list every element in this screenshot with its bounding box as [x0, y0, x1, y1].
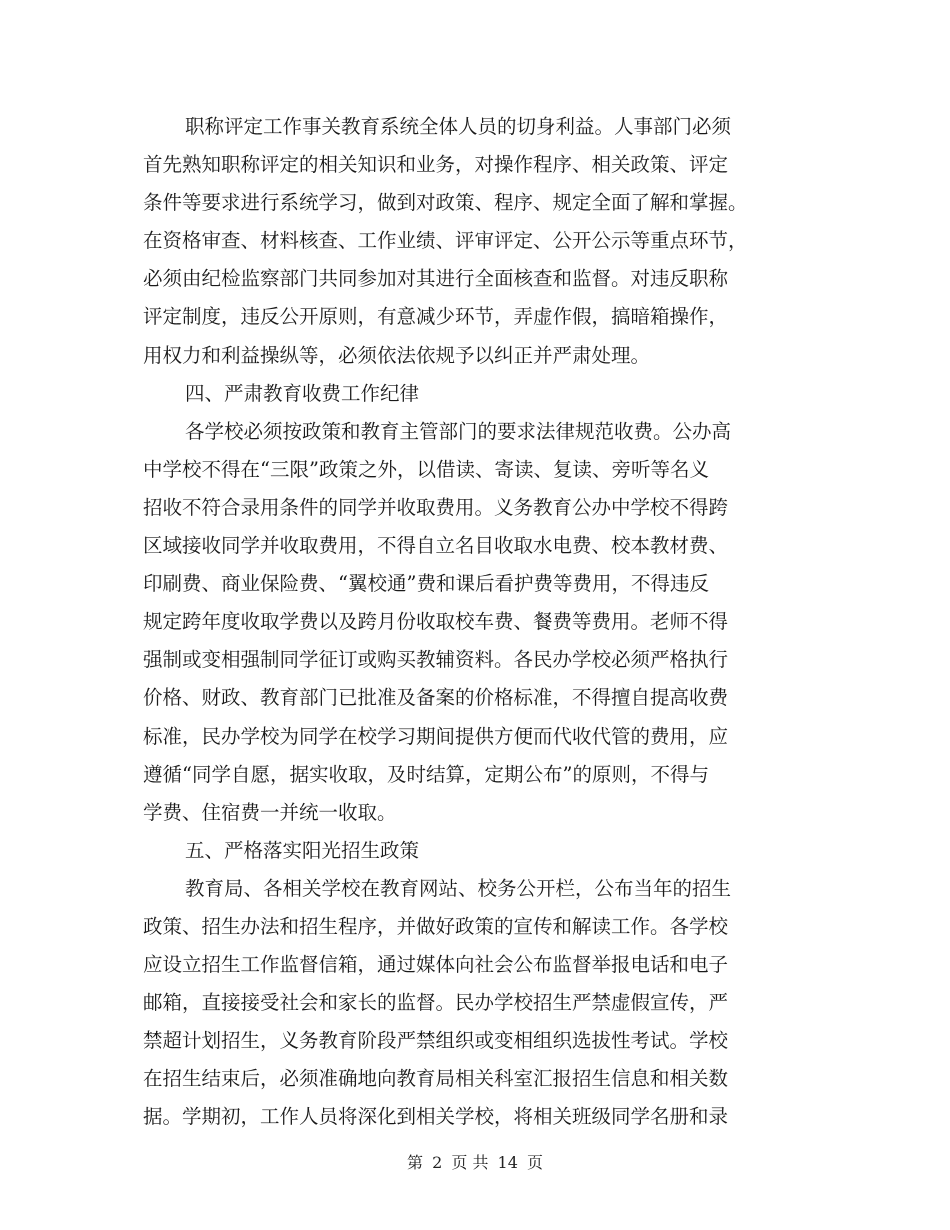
page-label-mid: 页 共 [451, 1153, 489, 1172]
text-line: 学费、住宿费一并统一收取。 [143, 800, 397, 824]
text-line: 条件等要求进行系统学习，做到对政策、程序、规定全面了解和掌握。 [143, 191, 748, 215]
total-pages-number: 14 [497, 1153, 518, 1172]
page-label-prefix: 第 [406, 1153, 423, 1172]
page-label-suffix: 页 [527, 1153, 544, 1172]
document-body [143, 108, 815, 1137]
text-line: 必须由纪检监察部门共同参加对其进行全面核查和监督。对违反职称 [143, 267, 729, 291]
text-line: 职称评定工作事关教育系统全体人员的切身利益。人事部门必须 [185, 115, 732, 138]
page-footer [0, 1151, 950, 1175]
text-line: 区域接收同学并收取费用，不得自立名目收取水电费、校本教材费、 [143, 534, 729, 558]
text-line: 规定跨年度收取学费以及跨月份收取校车费、餐费等费用。老师不得 [143, 610, 729, 634]
current-page-number: 2 [432, 1153, 443, 1172]
text-line: 五、严格落实阳光招生政策 [185, 838, 420, 862]
text-line: 在资格审查、材料核查、工作业绩、评审评定、公开公示等重点环节， [143, 229, 748, 253]
text-line: 各学校必须按政策和教育主管部门的要求法律规范收费。公办高 [185, 419, 732, 443]
text-line: 应设立招生工作监督信箱，通过媒体向社会公布监督举报电话和电子 [143, 953, 729, 977]
text-line: 四、严肃教育收费工作纪律 [185, 381, 420, 405]
text-line: 标准，民办学校为同学在校学习期间提供方便而代收代管的费用，应 [143, 724, 729, 748]
text-line: 强制或变相强制同学征订或购买教辅资料。各民办学校必须严格执行 [143, 648, 729, 672]
text-line: 禁超计划招生，义务教育阶段严禁组织或变相组织选拔性考试。学校 [143, 1029, 729, 1053]
text-line: 首先熟知职称评定的相关知识和业务，对操作程序、相关政策、评定 [143, 153, 729, 177]
text-line: 招收不符合录用条件的同学并收取费用。义务教育公办中学校不得跨 [143, 495, 729, 519]
text-line: 印刷费、商业保险费、“翼校通”费和课后看护费等费用，不得违反 [143, 572, 709, 596]
text-line: 价格、财政、教育部门已批准及备案的价格标准，不得擅自提高收费 [143, 686, 729, 710]
text-line: 评定制度，违反公开原则，有意减少环节，弄虚作假，搞暗箱操作， [143, 305, 729, 329]
text-line: 政策、招生办法和招生程序，并做好政策的宣传和解读工作。各学校 [143, 914, 729, 938]
text-line: 据。学期初，工作人员将深化到相关学校，将相关班级同学名册和录 [143, 1105, 729, 1129]
text-line: 教育局、各相关学校在教育网站、校务公开栏，公布当年的招生 [185, 876, 732, 900]
text-line: 在招生结束后，必须准确地向教育局相关科室汇报招生信息和相关数 [143, 1067, 729, 1091]
text-line: 用权力和利益操纵等，必须依法依规予以纠正并严肃处理。 [143, 343, 651, 367]
text-line: 遵循“同学自愿，据实收取，及时结算，定期公布”的原则，不得与 [143, 762, 709, 786]
text-line: 中学校不得在“三限”政策之外，以借读、寄读、复读、旁听等名义 [143, 457, 709, 481]
text-line: 邮箱，直接接受社会和家长的监督。民办学校招生严禁虚假宣传，严 [143, 991, 729, 1015]
